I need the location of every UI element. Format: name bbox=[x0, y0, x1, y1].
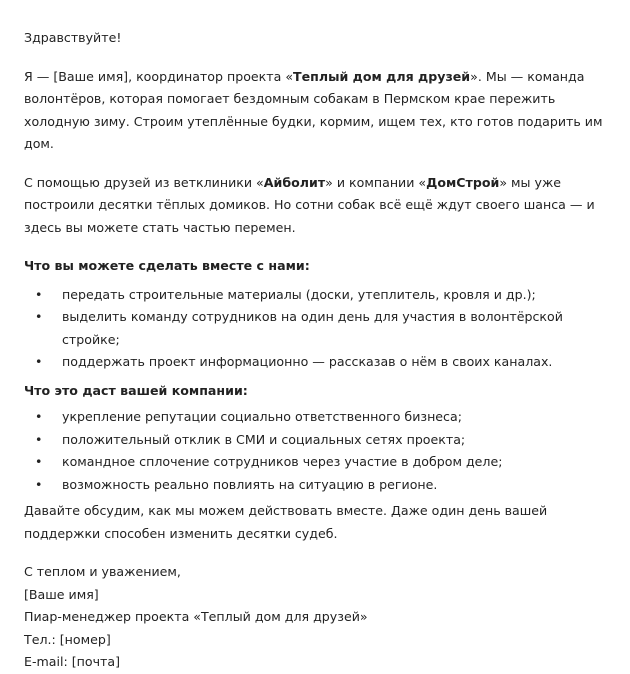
clinic-name: Айболит bbox=[263, 174, 326, 190]
partners-paragraph bbox=[24, 172, 612, 240]
partners-part-3: » мы уже построили десятки тёплых домиков. Но сотни собак всё ещё ждут своего шанса — и здесь вы можете стать частью перемен. bbox=[24, 174, 595, 235]
signature-name: [Ваше имя] bbox=[24, 586, 99, 602]
intro-part-2: ». Мы — команда волонтёров, которая помогает бездомным собакам в Пермском крае пережить холодную зиму. Строим утеплённые будки, кормим, ищем тех, кто готов подарить им дом. bbox=[24, 68, 603, 151]
bullet-icon: • bbox=[35, 431, 43, 447]
what-you-can-do-heading: Что вы можете сделать вместе с нами: bbox=[24, 258, 310, 273]
bullet-icon: • bbox=[35, 309, 43, 324]
partners-part-1: С помощью друзей из ветклиники « bbox=[24, 174, 264, 190]
list-item-text: возможность реально повлиять на ситуацию в регионе. bbox=[62, 476, 438, 492]
list-item bbox=[24, 429, 612, 452]
signature-block bbox=[24, 561, 612, 674]
intro-paragraph bbox=[24, 66, 612, 156]
signature-phone: Тел.: [номер] bbox=[24, 631, 111, 647]
benefits-list bbox=[24, 406, 612, 496]
list-item bbox=[24, 474, 612, 497]
bullet-icon: • bbox=[35, 409, 43, 424]
signature-role: Пиар-менеджер проекта «Теплый дом для друзей» bbox=[24, 609, 368, 624]
outro-paragraph: Давайте обсудим, как мы можем действовать вместе. Даже один день вашей поддержки способен изменить десятки судеб. bbox=[24, 503, 548, 541]
list-item bbox=[24, 451, 612, 474]
greeting: Здравствуйте! bbox=[24, 30, 122, 45]
list-item bbox=[24, 406, 612, 429]
list-item bbox=[24, 351, 612, 374]
list-item-text: командное сплочение сотрудников через участие в добром деле; bbox=[62, 454, 503, 469]
benefits-heading: Что это даст вашей компании: bbox=[24, 382, 248, 398]
list-item-text: выделить команду сотрудников на один день для участия в волонтёрской стройке; bbox=[62, 309, 563, 347]
bullet-icon: • bbox=[35, 354, 43, 369]
signature-closing: С теплом и уважением, bbox=[24, 564, 181, 579]
bullet-icon: • bbox=[35, 454, 43, 469]
partners-part-2: » и компании « bbox=[325, 174, 427, 190]
signature-email: E-mail: [почта] bbox=[24, 654, 120, 669]
intro-part-1: Я — [Ваше имя], координатор проекта « bbox=[24, 68, 294, 84]
list-item bbox=[24, 284, 612, 307]
list-item-text: положительный отклик в СМИ и социальных сетях проекта; bbox=[62, 431, 466, 447]
company-name: ДомСтрой bbox=[426, 174, 500, 190]
list-item-text: поддержать проект информационно — рассказав о нём в своих каналах. bbox=[62, 354, 553, 369]
list-item bbox=[24, 306, 612, 351]
list-item-text: укрепление репутации социально ответственного бизнеса; bbox=[62, 409, 462, 424]
list-item-text: передать строительные материалы (доски, утеплитель, кровля и др.); bbox=[62, 286, 536, 302]
bullet-icon: • bbox=[35, 476, 43, 492]
what-you-can-do-list bbox=[24, 284, 612, 374]
bullet-icon: • bbox=[35, 286, 43, 302]
project-name: Теплый дом для друзей bbox=[293, 68, 471, 84]
